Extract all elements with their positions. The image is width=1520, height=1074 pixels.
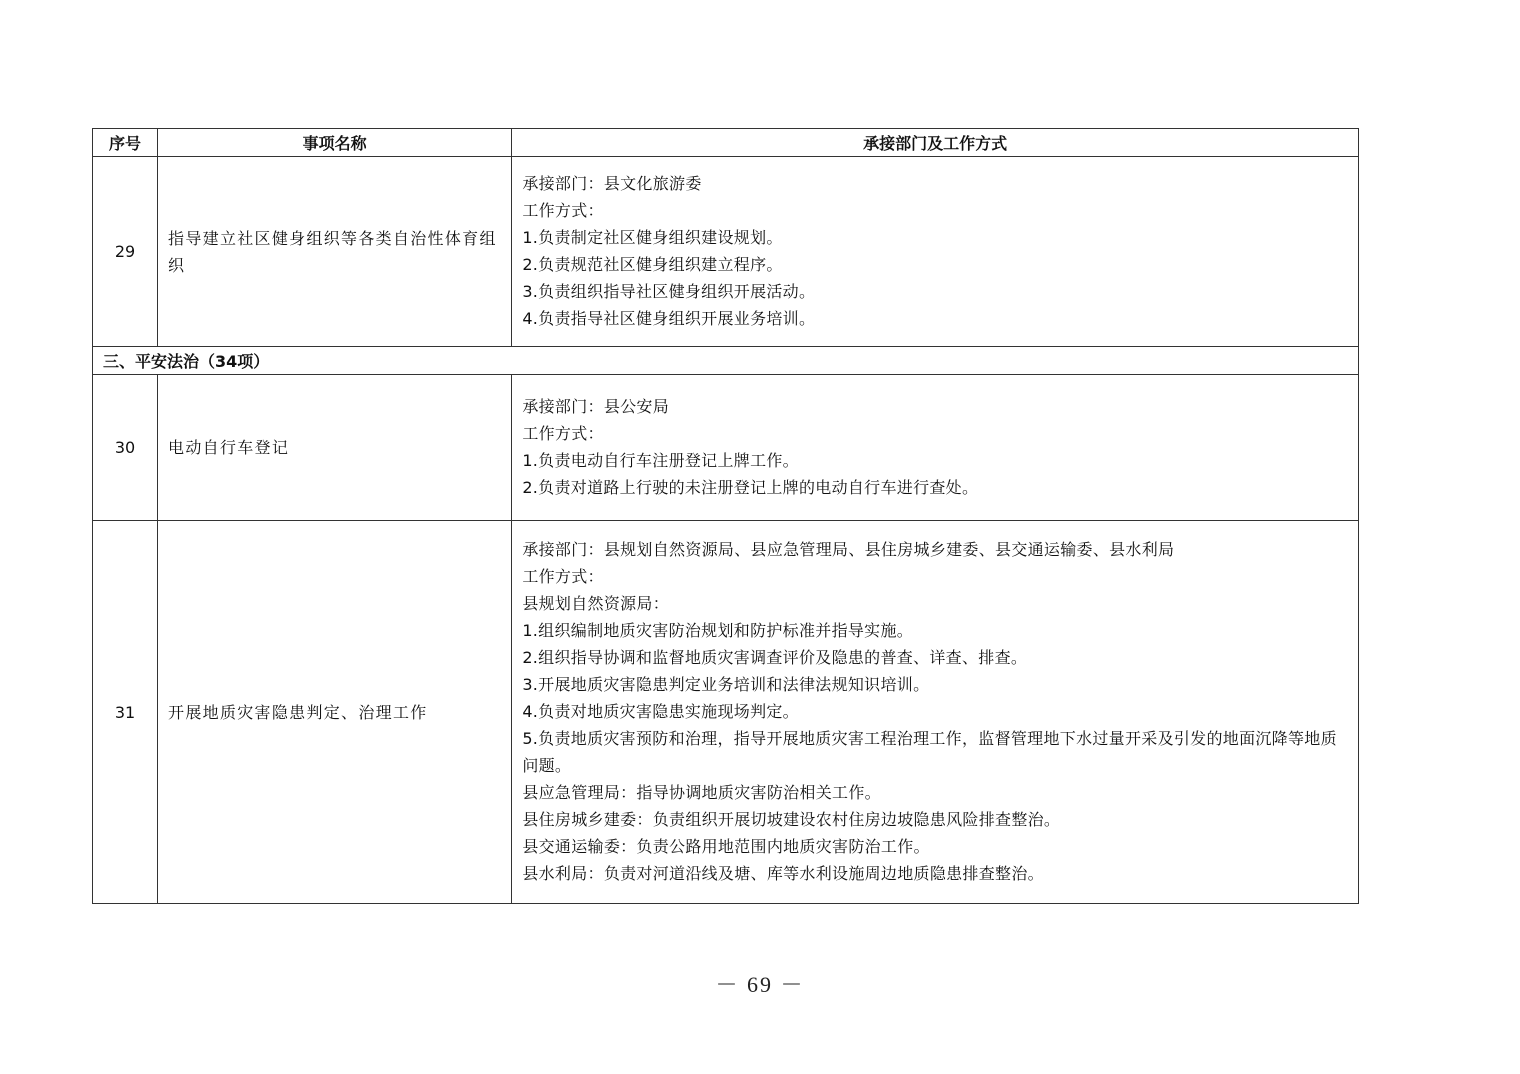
table-row — [93, 157, 1359, 347]
row-matter-name: 电动自行车登记 — [158, 375, 512, 521]
dept-line: 1.组织编制地质灾害防治规划和防护标准并指导实施。 — [522, 621, 914, 640]
table-row — [93, 521, 1359, 904]
dept-line: 1.负责制定社区健身组织建设规划。 — [522, 228, 783, 247]
dept-line: 4.负责对地质灾害隐患实施现场判定。 — [522, 702, 799, 721]
dept-line: 县规划自然资源局： — [522, 594, 670, 613]
header-seq: 序号 — [93, 129, 158, 157]
dept-line: 工作方式： — [522, 424, 604, 443]
dept-line: 县水利局：负责对河道沿线及塘、库等水利设施周边地质隐患排查整治。 — [522, 864, 1044, 883]
dept-line: 承接部门：县公安局 — [522, 397, 670, 416]
section-title: 三、平安法治（34项） — [93, 347, 1359, 375]
page-number: － 69 － — [715, 972, 805, 997]
dept-line: 4.负责指导社区健身组织开展业务培训。 — [522, 309, 816, 328]
row-seq: 31 — [93, 521, 158, 904]
dept-line: 承接部门：县文化旅游委 — [522, 174, 702, 193]
dept-line: 2.组织指导协调和监督地质灾害调查评价及隐患的普查、详查、排查。 — [522, 648, 1028, 667]
dept-line: 县交通运输委：负责公路用地范围内地质灾害防治工作。 — [522, 837, 930, 856]
dept-line: 1.负责电动自行车注册登记上牌工作。 — [522, 451, 799, 470]
dept-line: 3.负责组织指导社区健身组织开展活动。 — [522, 282, 816, 301]
section-row — [93, 347, 1359, 375]
row-dept-method — [512, 157, 1359, 347]
dept-line: 5.负责地质灾害预防和治理，指导开展地质灾害工程治理工作，监督管理地下水过量开采及引发的地面沉降等地质问题。 — [522, 729, 1337, 775]
dept-line: 县住房城乡建委：负责组织开展切坡建设农村住房边坡隐患风险排查整治。 — [522, 810, 1061, 829]
row-seq: 30 — [93, 375, 158, 521]
dept-line: 2.负责对道路上行驶的未注册登记上牌的电动自行车进行查处。 — [522, 478, 979, 497]
row-dept-method — [512, 375, 1359, 521]
row-dept-method — [512, 521, 1359, 904]
dept-line: 2.负责规范社区健身组织建立程序。 — [522, 255, 783, 274]
matters-table — [92, 128, 1359, 904]
row-matter-name: 指导建立社区健身组织等各类自治性体育组织 — [158, 157, 512, 347]
row-matter-name: 开展地质灾害隐患判定、治理工作 — [158, 521, 512, 904]
header-dept: 承接部门及工作方式 — [512, 129, 1359, 157]
table-row — [93, 375, 1359, 521]
dept-line: 3.开展地质灾害隐患判定业务培训和法律法规知识培训。 — [522, 675, 930, 694]
header-name: 事项名称 — [158, 129, 512, 157]
dept-line: 工作方式： — [522, 567, 604, 586]
row-seq: 29 — [93, 157, 158, 347]
dept-line: 承接部门：县规划自然资源局、县应急管理局、县住房城乡建委、县交通运输委、县水利局 — [522, 540, 1175, 559]
dept-line: 县应急管理局：指导协调地质灾害防治相关工作。 — [522, 783, 881, 802]
dept-line: 工作方式： — [522, 201, 604, 220]
table-header-row — [93, 129, 1359, 157]
